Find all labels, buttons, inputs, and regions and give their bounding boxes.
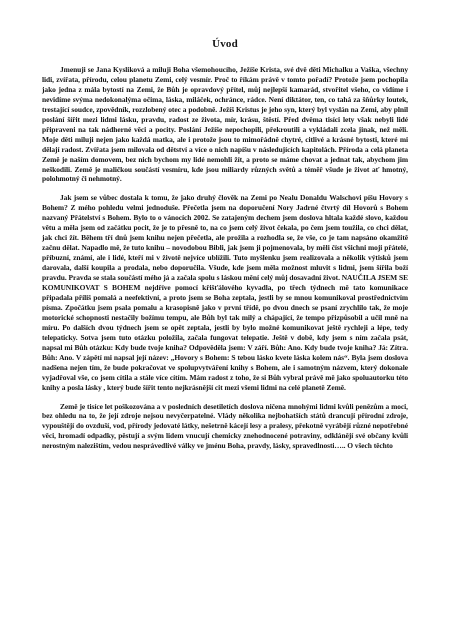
page-title: Úvod xyxy=(212,38,238,50)
document-page xyxy=(42,38,408,460)
paragraph-intro: Jmenuji se Jana Kysliková a miluji Boha všemohoucího, Ježíše Krista, své dvě děti Michalku a Vaška, všechny lidi, zvířata, přírodu, celou planetu Zemi, celý vesmír. Proč to říkám právě v tomto pořadí? Protože jsem pochopila jako jedna z mála bytostí na Zemi, že Bůh je opravdový přítel, můj nejlepší kamarád, stvořitel všeho, co vidíme i nevidíme svýma nedokonalýma očima, láska, miláček, ochránce, rádce. Není diktátor, ten, co tahá za šňůrky loutek, trestající soudce, zpovědník, rozzlobený otec a podobně. Ježíš Kristus je jeho syn, který byl vyslán na Zemi, aby plnil poslání šířit mezi lidmi lásku, pravdu, radost ze života, mír, krásu, štěstí. Před dvěma tisíci lety však nebyli lidé připraveni na tak nádherné věci a pocity. Poslání Ježíše nepochopili, překroutili a vykládali zcela jinak, než měli. Moje děti miluji nejen jako každá matka, ale i protože jsou to mimořádně chytré, citlivé a krásné bytosti, které mi dělají radost. Zvířata jsem milovala od dětství a více o nich napíšu v následujících kapitolách. Příroda a celá planeta Země je naším domovem, bez nich bychom my lidé nemohli žít, a proto se máme chovat a jednat tak, abychom jim neškodili. Země je maličkou součástí vesmíru, kde jsou miliardy různých světů a téměř všude je život ať hmotný, polohmotný či nehmotný. xyxy=(42,65,408,184)
paragraph-earth: Země je tisíce let poškozována a v posledních desetiletích doslova ničena mnohými lidmi kvůli penězům a moci, bez ohledu na to, že její zdroje nejsou nevyčerpatelné. Vlády několika nejbohatších států drancují přírodní zdroje, vypouštějí do ovzduší, vod, přírody jedovaté látky, nešetrně kácejí lesy a pralesy, překotně vyrábějí různé nepotřebné věci, hromadí odpadky, pěstují a svým lidem vnucují chemicky znehodnocené potraviny, odklánějí své občany kvůli nerostným nalezištím, vedou nesprávedlivé války ve jménu Boha, pravdy, lásky, spravedlnosti….. O všech těchto xyxy=(42,401,408,451)
paragraph-conversations: Jak jsem se vůbec dostala k tomu, že jako druhý člověk na Zemi po Nealu Donaldu Walschovi píšu Hovory s Bohem? Z mého pohledu velmi jednoduše. Přečetla jsem na doporučení Nory Jadrné čtvrtý díl Hovorů s Bohem nazvaný Přátelství s Bohem. Bylo to o vánocích 2002. Se zatajeným dechem jsem doslova hltala každé slovo, každou větu a měla jsem od začátku pocit, že je to přesně to, na co jsem celý život čekala, po čem jsem toužila, co chci dělat, jak chci žít. Během tří dnů jsem knihu nejen přečetla, ale prožila a rozhodla se, že vše, co je tam napsáno okamžitě začnu dělat. Napadlo mě, že tuto knihu – novodobou Bibli, jak jsem ji pojmenovala, by měli číst všichni moji přátelé, příbuzní, známí, ale i lidé, kteří mi v životě nejvíce ublížili. Tuto myšlenku jsem realizovala a několik výtisků jsem darovala, další koupila a prodala, nebo doporučila. Všude, kde jsem měla možnost mluvit s lidmi, jsem šířila boží pravdu. Pravda se stala součástí mého já a začala spolu s láskou mění celý můj dosavadní život. NAUČILA JSEM SE KOMUNIKOVAT S BOHEM nejdříve pomocí křišťálového kyvadla, po třech týdnech mě tato komunikace připadala příliš pomalá a neefektivní, a proto jsem se Boha zeptala, jestli by se mnou komunikoval prostřednictvím písma. Zpočátku jsem psala pomalu a krasopisně jako v první třídě, po dvou dnech se psaní zrychlilo tak, že moje motorické schopnosti nestačily božímu tempu, ale Bůh byl tak milý a chápající, že tempo přizpůsobil a učil mně na míru. Po dalších dvou týdnech jsem se opět zeptala, jestli by bylo možné komunikovat ještě rychleji a lépe, tedy telepaticky. Sotva jsem tuto otázku položila, začala fungovat telepatie. Ještě v době, kdy jsem s ním začala psát, napsal mi Bůh otázku: Kdy bude tvoje kniha? Odpověděla jsem: V září. Bůh: Ano. Kdy bude tvoje kniha? Já: Zítra. Bůh: Ano. V zápětí mi napsal její název: „Hovory s Bohem: S tebou lásko kvete láska kolem nás“. Byla jsem doslova nadšena nejen tím, že bude pokračovat ve spolupvytváření knihy s Bohem, ale i samotným názvem, který dokonale vyjadřoval vše, co jsem cítila a stále více cítím. Mám radost z toho, že si Bůh vybral právě mě jako spoluautorku této knihy a posla lásky , který bude šířit tento nejkrásnější cit mezi všemi lidmi na celé planetě Země. xyxy=(42,193,408,392)
